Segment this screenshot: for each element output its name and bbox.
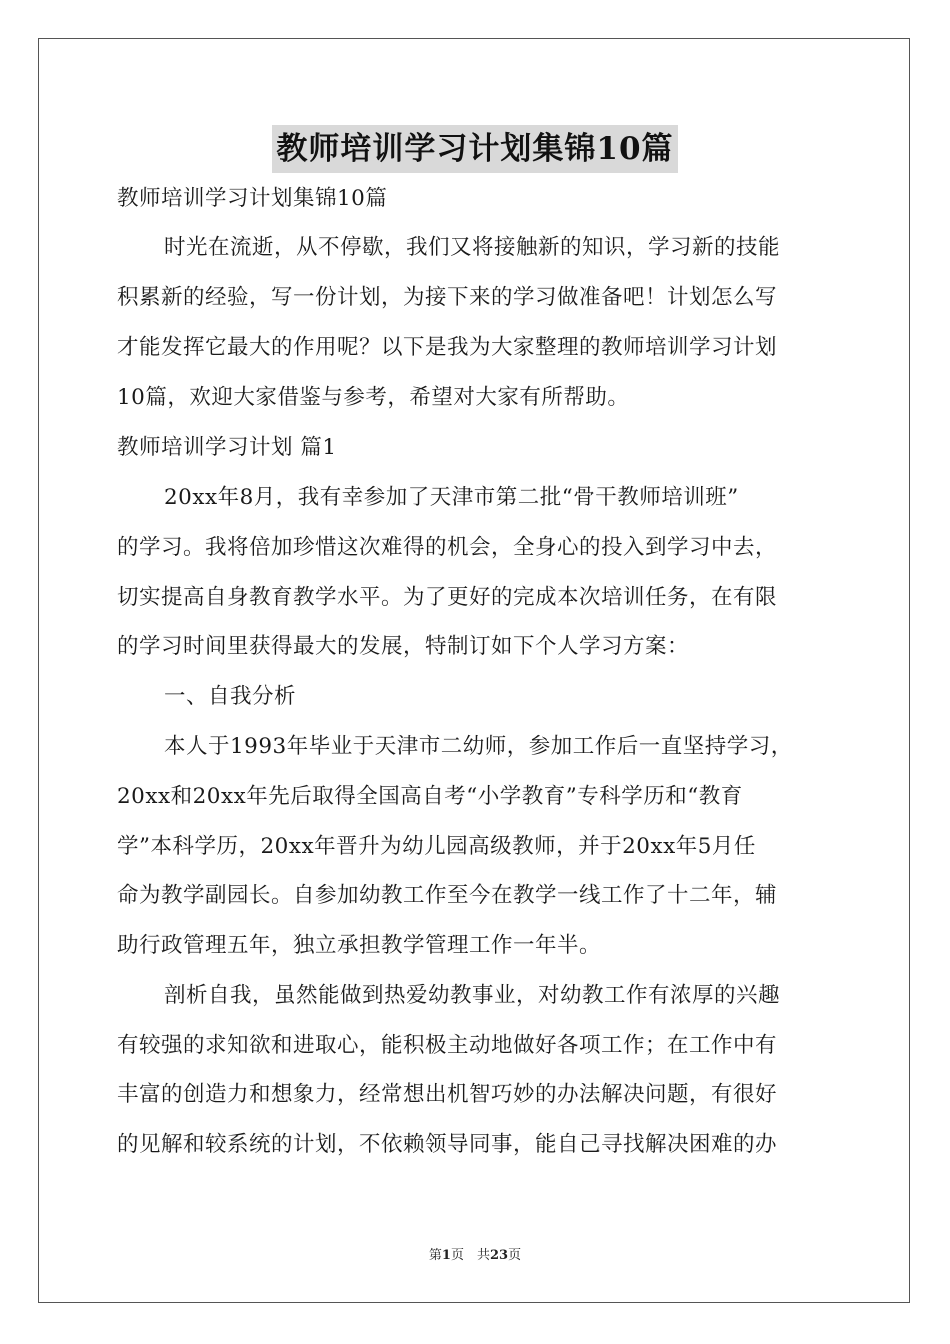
paragraph-line: 10篇，欢迎大家借鉴与参考，希望对大家有所帮助。 xyxy=(117,385,630,410)
paragraph-line: 学”本科学历，20xx年晋升为幼儿园高级教师，并于20xx年5月任 xyxy=(117,834,756,859)
document-subtitle: 教师培训学习计划集锦10篇 xyxy=(117,186,388,211)
page-border xyxy=(38,38,910,1303)
paragraph-line: 切实提高自身教育教学水平。为了更好的完成本次培训任务，在有限 xyxy=(117,585,778,610)
paragraph-line: 才能发挥它最大的作用呢？以下是我为大家整理的教师培训学习计划 xyxy=(117,335,778,360)
document-title-text: 教师培训学习计划集锦10篇 xyxy=(272,125,677,173)
paragraph-line: 20xx和20xx年先后取得全国高自考“小学教育”专科学历和“教育 xyxy=(117,784,743,809)
paragraph-line: 本人于1993年毕业于天津市二幼师，参加工作后一直坚持学习， xyxy=(164,734,793,759)
paragraph-line: 时光在流逝，从不停歇，我们又将接触新的知识，学习新的技能 xyxy=(164,235,781,260)
paragraph-line: 的见解和较系统的计划，不依赖领导同事，能自己寻找解决困难的办 xyxy=(117,1132,778,1157)
page-mid: 页 共 xyxy=(450,1248,490,1263)
page-footer xyxy=(0,1246,950,1266)
paragraph-line: 剖析自我，虽然能做到热爱幼教事业，对幼教工作有浓厚的兴趣 xyxy=(164,983,781,1008)
subsection-heading: 一、自我分析 xyxy=(164,684,297,709)
page-suffix: 页 xyxy=(508,1248,522,1263)
document-title xyxy=(0,124,950,172)
paragraph-line: 的学习时间里获得最大的发展，特制订如下个人学习方案： xyxy=(117,634,690,659)
total-pages-number: 23 xyxy=(489,1248,509,1263)
paragraph-line: 的学习。我将倍加珍惜这次难得的机会，全身心的投入到学习中去， xyxy=(117,535,778,560)
section-heading: 教师培训学习计划 篇1 xyxy=(117,435,337,460)
paragraph-line: 20xx年8月，我有幸参加了天津市第二批“骨干教师培训班” xyxy=(164,485,739,510)
current-page-number: 1 xyxy=(441,1248,451,1263)
paragraph-line: 助行政管理五年，独立承担教学管理工作一年半。 xyxy=(117,933,602,958)
paragraph-line: 有较强的求知欲和进取心，能积极主动地做好各项工作；在工作中有 xyxy=(117,1033,778,1058)
paragraph-line: 丰富的创造力和想象力，经常想出机智巧妙的办法解决问题，有很好 xyxy=(117,1082,778,1107)
page-prefix: 第 xyxy=(428,1248,442,1263)
paragraph-line: 积累新的经验，写一份计划，为接下来的学习做准备吧！计划怎么写 xyxy=(117,285,778,310)
paragraph-line: 命为教学副园长。自参加幼教工作至今在教学一线工作了十二年，辅 xyxy=(117,883,778,908)
